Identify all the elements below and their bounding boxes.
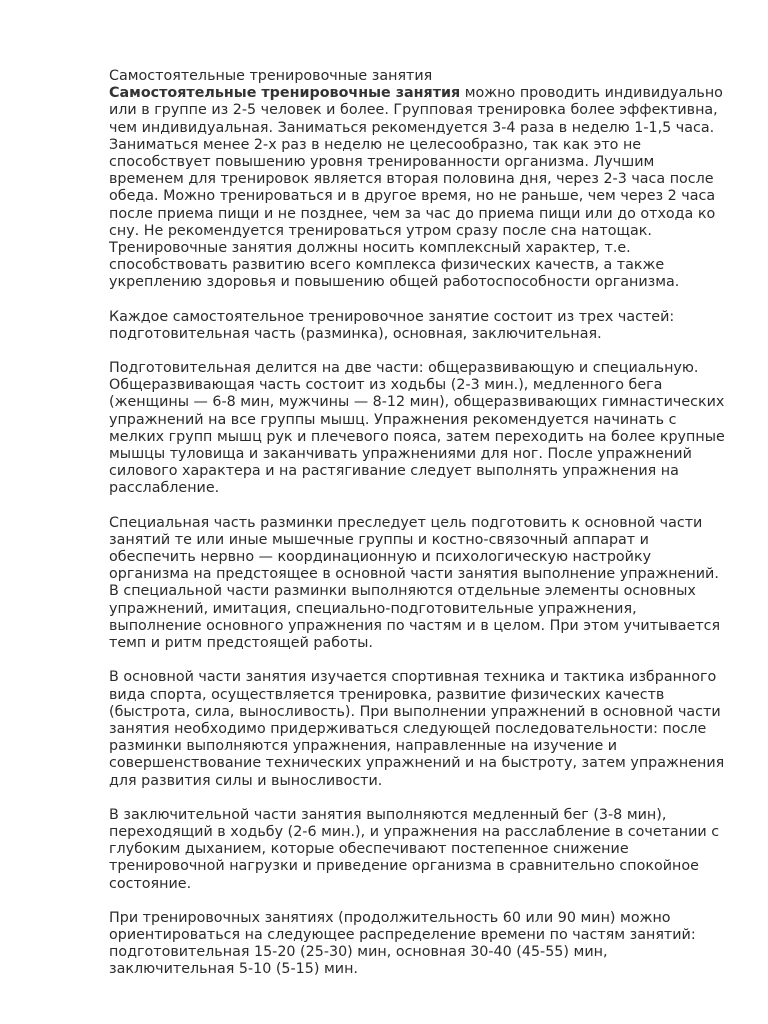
paragraph-main-part: В основной части занятия изучается спортивная техника и тактика избранного вида спорта, осуществляется тренировка, развитие физических качеств (быстрота, сила, выносливость). При выполнении упражнений в основной части занятия необходимо придерживаться следующей последовательности: после разминки выполняются упражнения, направленные на изучение и совершенствование технических упражнений и на быстроту, затем упражнения для развития силы и выносливости. [109, 669, 725, 789]
paragraph-warmup: Подготовительная делится на две части: общеразвивающую и специальную. Общеразвивающая часть состоит из ходьбы (2-3 мин.), медленного бега (женщины — 6-8 мин, мужчины — 8-12 мин), общеразвивающих гимнастических упражнений на все группы мышц. Упражнения рекомендуется начинать с мелких групп мышц рук и плечевого пояса, затем переходить на более крупные мышцы туловища и заканчивать упражнениями для ног. После упражнений силового характера и на растягивание следует выполнять упражнения на расслабление. [109, 360, 725, 497]
document-page [109, 68, 729, 996]
paragraph-time-distribution: При тренировочных занятиях (продолжительность 60 или 90 мин) можно ориентироваться на следующее распределение времени по частям занятий: подготовительная 15-20 (25-30) мин, основная 30-40 (45-55) мин, заключительная 5-10 (5-15) мин. [109, 909, 696, 978]
intro-body-text: можно проводить индивидуально или в группе из 2-5 человек и более. Групповая тренировка более эффективна, чем индивидуальная. Заниматься рекомендуется 3-4 раза в неделю 1-1,5 часа. Заниматься менее 2-х раз в неделю не целесообразно, так как это не способствует повышению уровня тренированности организма. Лучшим временем для тренировок является вторая половина дня, через 2-3 часа после обеда. Можно тренироваться и в другое время, но не раньше, чем через 2 часа после приема пищи и не позднее, чем за час до приема пищи или до отхода ко сну. Не рекомендуется тренироваться утром сразу после сна натощак. Тренировочные занятия должны носить комплексный характер, т.е. способствовать развитию всего комплекса физических качеств, а также укреплению здоровья и повышению общей работоспособности организма. [109, 85, 723, 291]
paragraph-structure: Каждое самостоятельное тренировочное занятие состоит из трех частей: подготовительная часть (разминка), основная, заключительная. [109, 308, 675, 342]
intro-lead-bold: Самостоятельные тренировочные занятия [109, 85, 461, 102]
paragraph-final-part: В заключительной части занятия выполняются медленный бег (3-8 мин), переходящий в ходьбу (2-6 мин.), и упражнения на расслабление в сочетании с глубоким дыханием, которые обеспечивают постепенное снижение тренировочной нагрузки и приведение организма в сравнительно спокойное состояние. [109, 806, 720, 892]
paragraph-special-warmup: Специальная часть разминки преследует цель подготовить к основной части занятий те или иные мышечные группы и костно-связочный аппарат и обеспечить нервно — координационную и психологическую настройку организма на предстоящее в основной части занятия выполнение упражнений. В специальной части разминки выполняются отдельные элементы основных упражнений, имитация, специально-подготовительные упражнения, выполнение основного упражнения по частям и в целом. При этом учитывается темп и ритм предстоящей работы. [109, 514, 721, 652]
intro-paragraph [109, 85, 729, 291]
document-title: Самостоятельные тренировочные занятия [109, 68, 433, 84]
